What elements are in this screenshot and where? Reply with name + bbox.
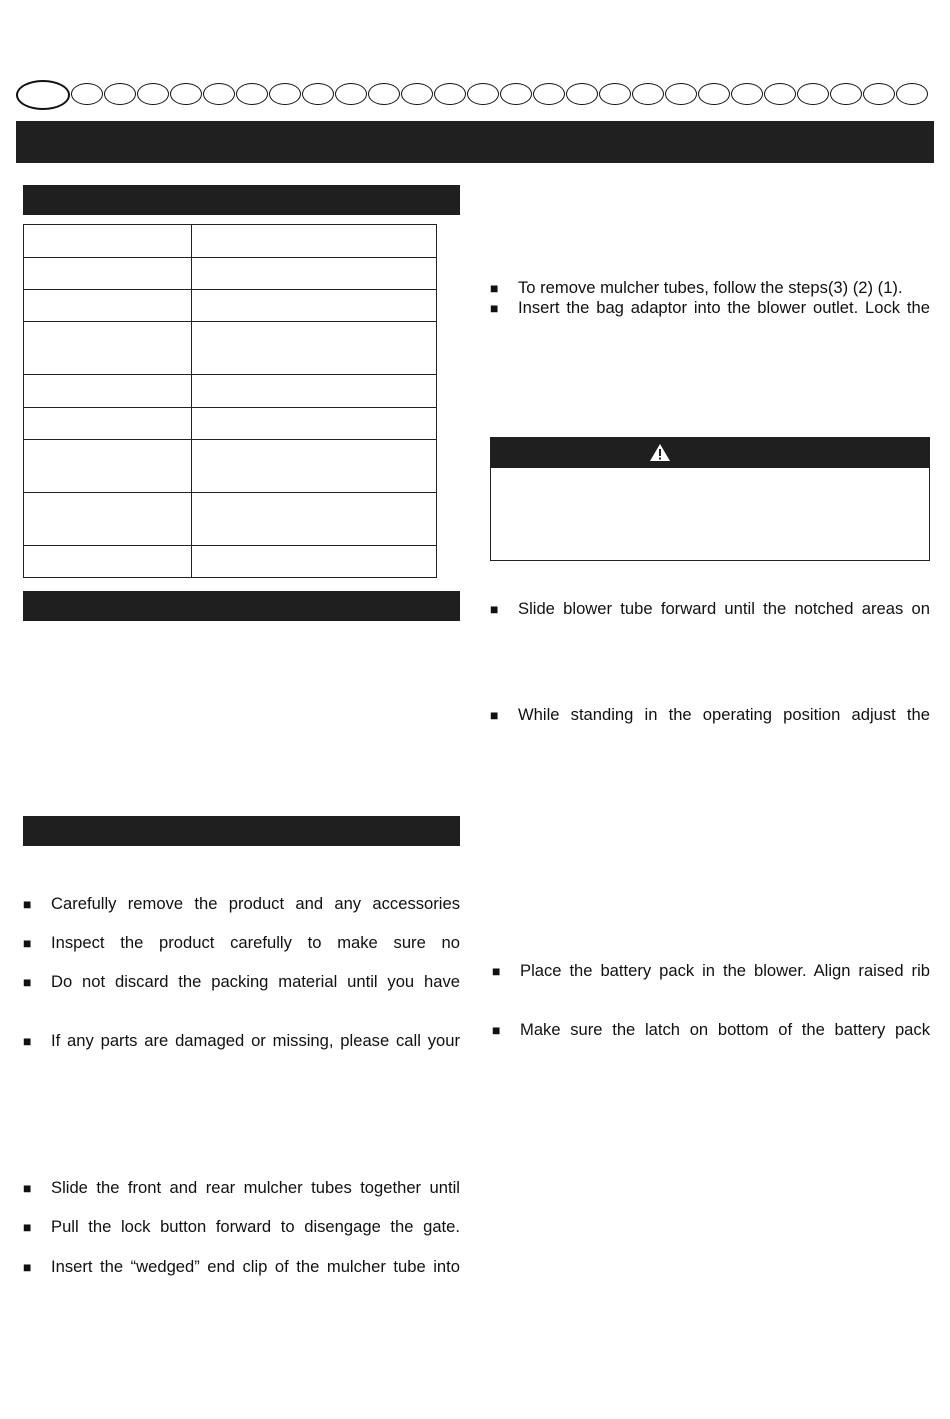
bullet-mark: ■: [23, 974, 32, 990]
warning-triangle-icon: [649, 443, 671, 462]
bullet-text: Carefully remove the product and any accessories: [51, 894, 460, 913]
table-cell: [24, 290, 192, 322]
language-tab[interactable]: [764, 83, 796, 105]
table-cell: [24, 225, 192, 258]
warning-box: [490, 437, 930, 561]
language-tab[interactable]: [269, 83, 301, 105]
language-tab[interactable]: [665, 83, 697, 105]
table-cell: [192, 258, 437, 290]
language-tab[interactable]: [71, 83, 103, 105]
bullet-mark: ■: [490, 707, 499, 723]
bullet-mark: ■: [23, 1219, 32, 1235]
table-row: [24, 546, 437, 578]
table-cell: [192, 408, 437, 440]
language-tab[interactable]: [302, 83, 334, 105]
section-header-description: [23, 591, 460, 621]
bullet-text: While standing in the operating position adjust the: [518, 705, 930, 724]
section-header-specifications: [23, 185, 460, 215]
bullet-text: Insert the bag adaptor into the blower outlet. Lock the: [518, 298, 930, 317]
bullet-text: To remove mulcher tubes, follow the steps(3) (2) (1).: [518, 278, 903, 297]
table-row: [24, 258, 437, 290]
table-cell: [192, 375, 437, 408]
language-tab[interactable]: [599, 83, 631, 105]
language-tab[interactable]: [335, 83, 367, 105]
bullet-mark: ■: [490, 601, 499, 617]
bullet-mark: ■: [490, 280, 499, 296]
table-cell: [24, 546, 192, 578]
warning-header: [491, 438, 929, 468]
table-cell: [24, 408, 192, 440]
language-tab[interactable]: [401, 83, 433, 105]
language-tab[interactable]: [533, 83, 565, 105]
table-row: [24, 408, 437, 440]
bullet-text: Place the battery pack in the blower. Align raised rib: [520, 961, 930, 980]
table-cell: [192, 322, 437, 375]
table-cell: [192, 546, 437, 578]
bullet-text: Do not discard the packing material until you have: [51, 972, 460, 991]
language-tab[interactable]: [500, 83, 532, 105]
bullet-text: If any parts are damaged or missing, please call your: [51, 1031, 460, 1050]
language-tab[interactable]: [731, 83, 763, 105]
language-tab[interactable]: [797, 83, 829, 105]
table-row: [24, 375, 437, 408]
table-cell: [24, 258, 192, 290]
bullet-mark: ■: [23, 1033, 32, 1049]
language-tab-active[interactable]: [16, 80, 70, 110]
language-tab[interactable]: [137, 83, 169, 105]
language-tab[interactable]: [203, 83, 235, 105]
table-row: [24, 290, 437, 322]
table-cell: [192, 440, 437, 493]
language-tab[interactable]: [698, 83, 730, 105]
bullet-mark: ■: [23, 1180, 32, 1196]
bullet-mark: ■: [490, 300, 499, 316]
table-cell: [24, 375, 192, 408]
bullet-text: Pull the lock button forward to disengage the gate.: [51, 1217, 460, 1236]
language-tab[interactable]: [104, 83, 136, 105]
table-row: [24, 440, 437, 493]
language-tab[interactable]: [896, 83, 928, 105]
section-header-unpacking: [23, 816, 460, 846]
language-tab[interactable]: [170, 83, 202, 105]
table-row: [24, 322, 437, 375]
bullet-mark: ■: [23, 935, 32, 951]
table-cell: [24, 440, 192, 493]
table-cell: [192, 290, 437, 322]
language-tab[interactable]: [632, 83, 664, 105]
bullet-mark: ■: [492, 963, 501, 979]
bullet-text: Insert the “wedged” end clip of the mulcher tube into: [51, 1257, 460, 1276]
bullet-text: Slide the front and rear mulcher tubes together until: [51, 1178, 460, 1197]
table-cell: [192, 493, 437, 546]
language-tab[interactable]: [467, 83, 499, 105]
language-tab[interactable]: [434, 83, 466, 105]
bullet-text: Make sure the latch on bottom of the battery pack: [520, 1020, 930, 1039]
bullet-mark: ■: [492, 1022, 501, 1038]
bullet-text: Inspect the product carefully to make sure no: [51, 933, 460, 952]
language-tab[interactable]: [863, 83, 895, 105]
table-row: [24, 493, 437, 546]
page-title-bar: [16, 121, 934, 163]
bullet-mark: ■: [23, 896, 32, 912]
language-tab[interactable]: [566, 83, 598, 105]
bullet-mark: ■: [23, 1259, 32, 1275]
specifications-table: [23, 224, 437, 578]
language-tab[interactable]: [368, 83, 400, 105]
table-cell: [24, 322, 192, 375]
table-cell: [24, 493, 192, 546]
language-tab[interactable]: [830, 83, 862, 105]
language-tab-strip: [16, 80, 934, 110]
table-row: [24, 225, 437, 258]
bullet-text: Slide blower tube forward until the notched areas on: [518, 599, 930, 618]
language-tab[interactable]: [236, 83, 268, 105]
table-cell: [192, 225, 437, 258]
